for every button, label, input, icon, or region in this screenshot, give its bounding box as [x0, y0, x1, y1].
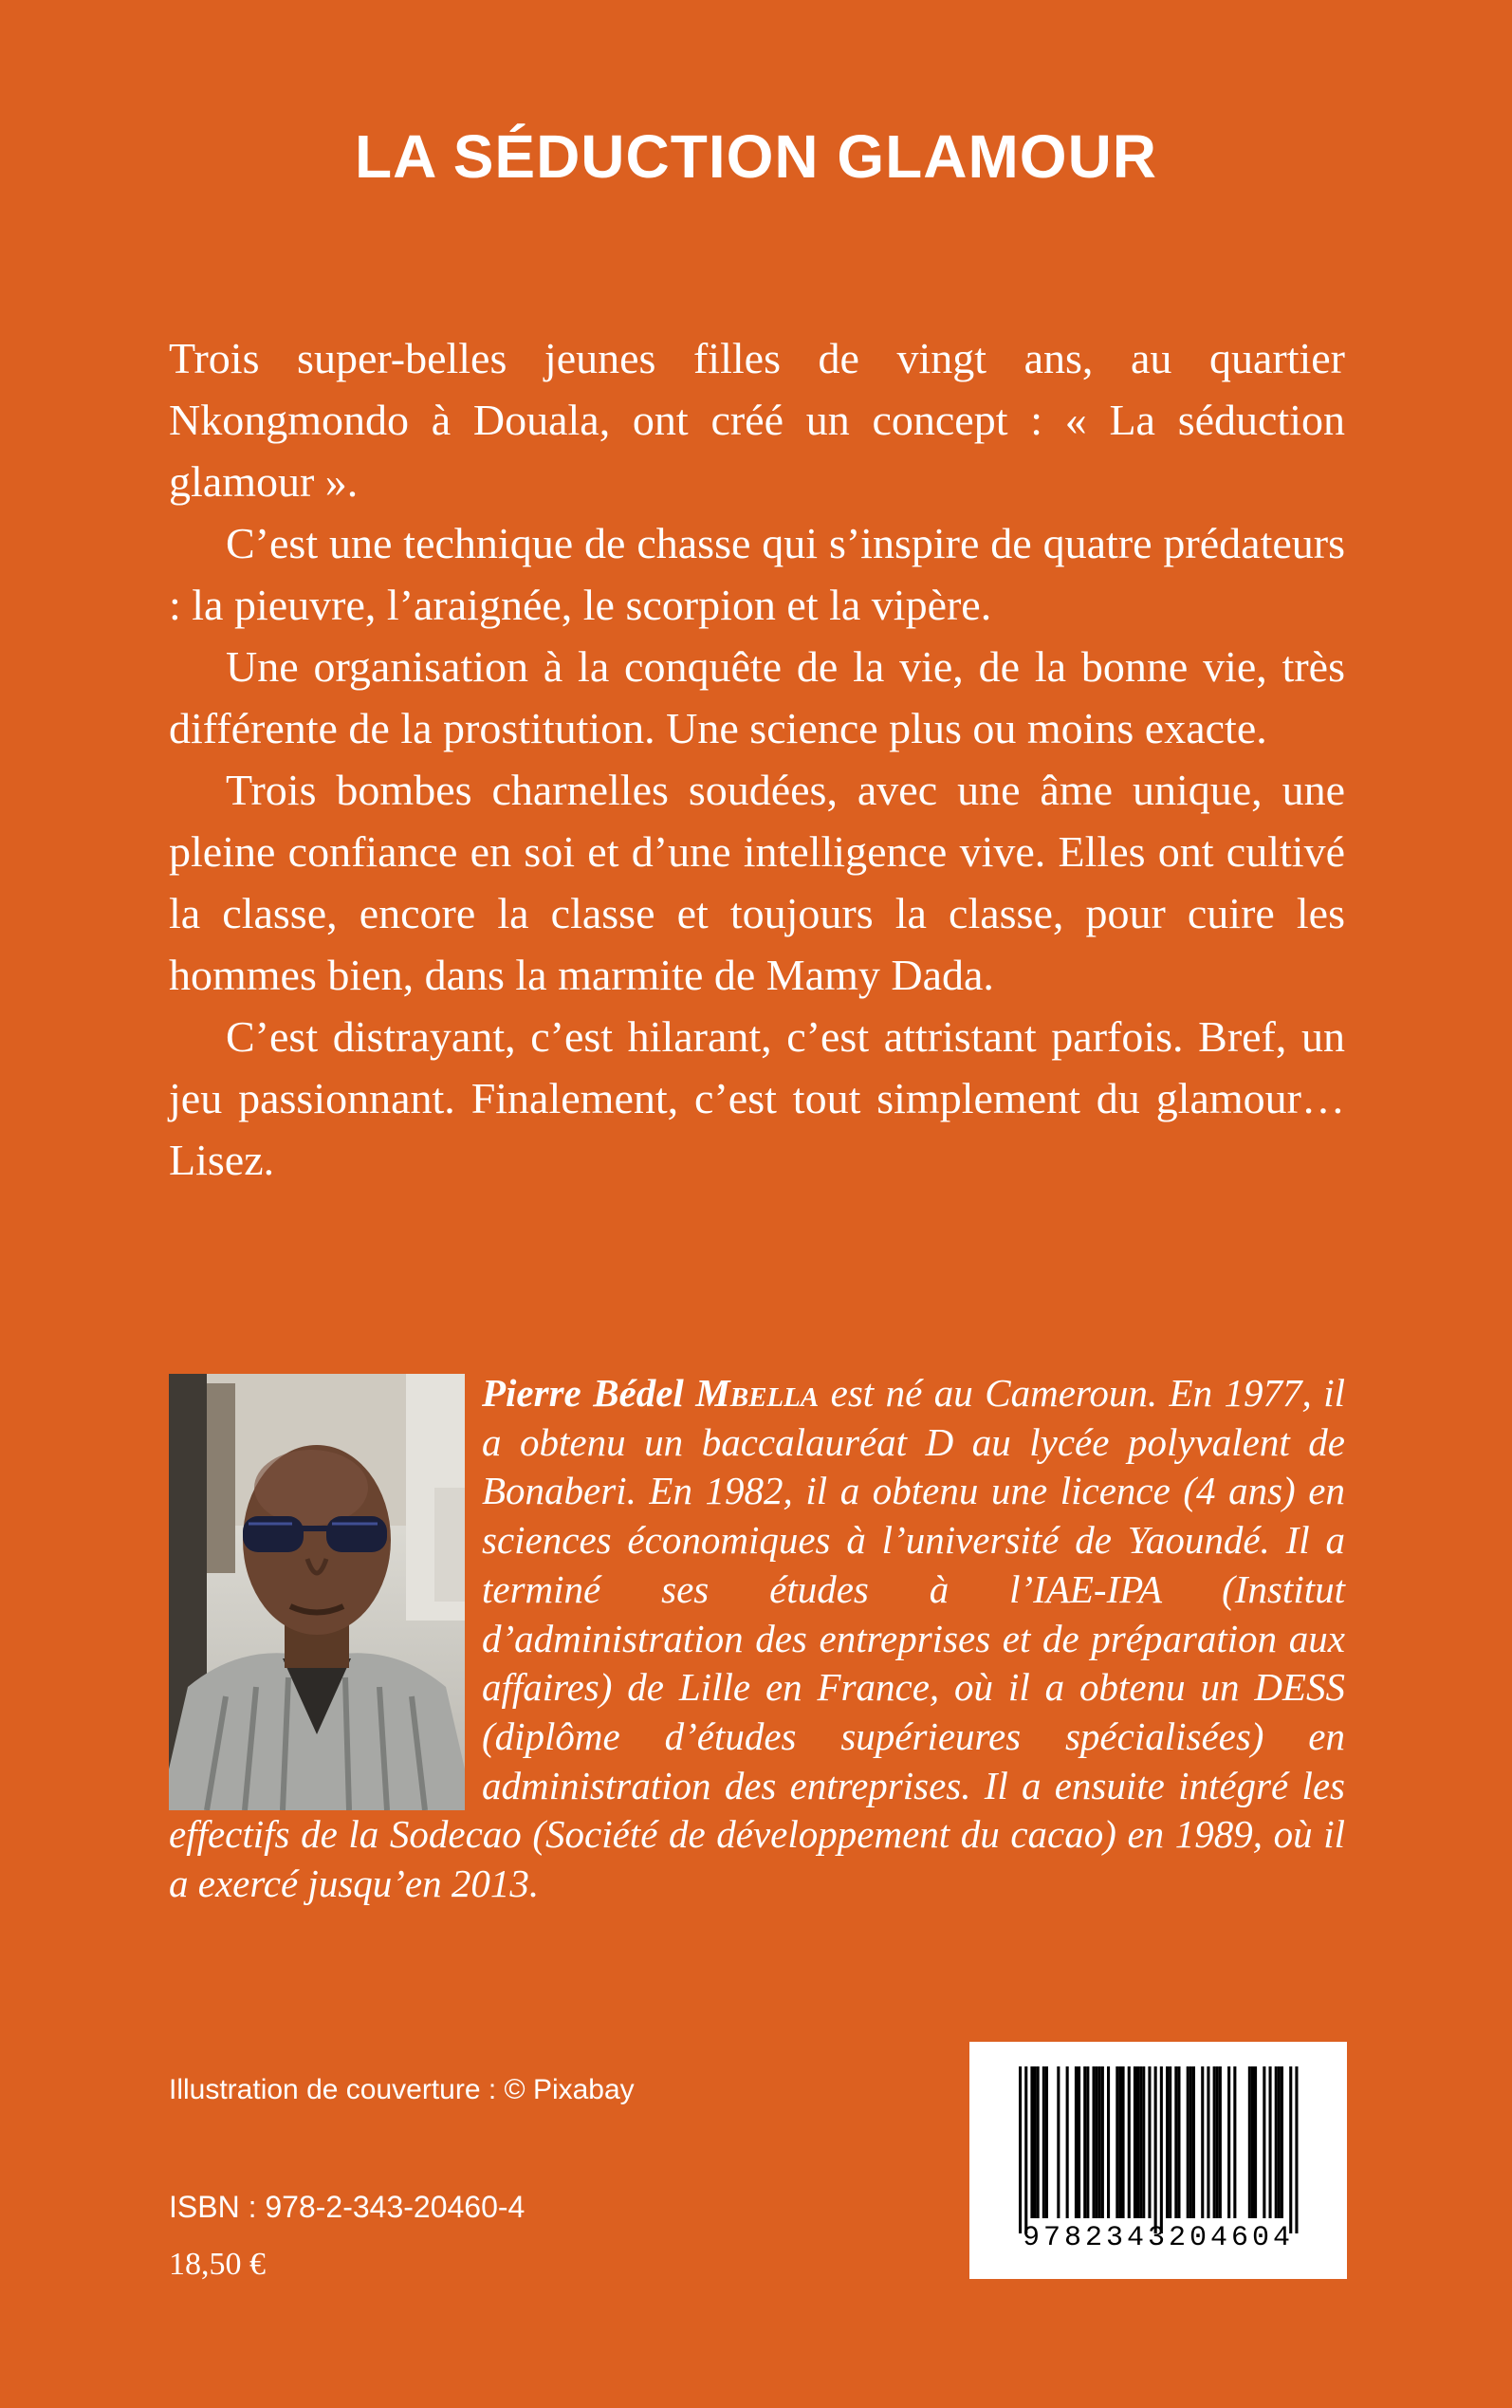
- barcode-bar: [1169, 2066, 1171, 2218]
- barcode-bar: [1101, 2066, 1104, 2218]
- barcode-bar: [1096, 2066, 1098, 2218]
- barcode-bar: [1295, 2066, 1298, 2233]
- barcode-bar: [1098, 2066, 1101, 2218]
- barcode-bar: [1213, 2066, 1216, 2218]
- photo-spacer: [169, 1369, 482, 1810]
- barcode-bar: [1187, 2066, 1189, 2218]
- barcode-bar: [1024, 2066, 1027, 2233]
- barcode-bar: [1019, 2066, 1022, 2233]
- barcode-bar: [1263, 2066, 1265, 2218]
- barcode-bar: [1107, 2066, 1110, 2218]
- barcode-bar: [1136, 2066, 1139, 2218]
- book-title: LA SÉDUCTION GLAMOUR: [354, 122, 1158, 191]
- barcode-bar: [1251, 2066, 1254, 2218]
- barcode-bar: [1269, 2066, 1272, 2218]
- barcode-bar: [1278, 2066, 1281, 2218]
- barcode-bar: [1201, 2066, 1204, 2218]
- barcode-bar: [1192, 2066, 1195, 2218]
- author-surname: Mbella: [695, 1371, 820, 1415]
- blurb-paragraph: Trois super-belles jeunes filles de vingt ans, au quartier Nkongmondo à Douala, ont créé un concept : « La séduction glamour ».: [169, 334, 1345, 506]
- barcode-bar: [1057, 2066, 1060, 2218]
- barcode-bar: [1289, 2066, 1292, 2233]
- blurb: [169, 327, 1345, 1191]
- barcode-bar: [1045, 2066, 1048, 2218]
- barcode-bar: [1030, 2066, 1033, 2218]
- barcode-bar: [1207, 2066, 1209, 2218]
- barcode-bar: [1093, 2066, 1096, 2218]
- author-bio: [169, 1369, 1345, 1909]
- barcode-bar: [1118, 2066, 1121, 2218]
- barcode-bar: [1233, 2066, 1236, 2218]
- barcode-bar: [1166, 2066, 1169, 2218]
- barcode-bar: [1154, 2066, 1157, 2233]
- barcode-bar: [1160, 2066, 1163, 2233]
- barcode-bar: [1139, 2066, 1142, 2218]
- barcode-bar: [1148, 2066, 1151, 2218]
- isbn: ISBN : 978-2-343-20460-4: [169, 2190, 526, 2224]
- author-bio-text: est né au Cameroun. En 1977, il a obtenu un baccalauréat D au lycée polyvalent de Bonaberi. En 1982, il a obtenu une licence (4 ans) en sciences économiques à l’université de Yaoundé. Il a terminé ses études à l’IAE-IPA (Institut d’administration des entreprises et de préparation aux affaires) de Lille en France, où il a obtenu un DESS (diplôme d’études supérieures spécialisées) en administration des entreprises. Il a ensuite intégré les effectifs de la Sodecao (Société de développement du cacao) en 1989, où il a exercé jusqu’en 2013.: [169, 1371, 1345, 1906]
- barcode-bar: [1128, 2066, 1131, 2218]
- barcode-bar: [1134, 2066, 1136, 2218]
- barcode-bar: [1042, 2066, 1045, 2218]
- barcode-bar: [1248, 2066, 1251, 2218]
- barcode-bar: [1086, 2066, 1089, 2218]
- barcode-digits: 9782343204604: [1022, 2222, 1295, 2254]
- illustration-credit: Illustration de couverture : © Pixabay: [169, 2074, 635, 2105]
- barcode-bar: [1275, 2066, 1278, 2218]
- barcode: [969, 2042, 1347, 2279]
- price: 18,50 €: [169, 2247, 266, 2282]
- barcode-bar: [1174, 2066, 1177, 2218]
- barcode-bar: [1281, 2066, 1283, 2218]
- barcode-bar: [1219, 2066, 1222, 2218]
- barcode-bar: [1116, 2066, 1118, 2218]
- barcode-bar: [1083, 2066, 1086, 2218]
- barcode-bar: [1034, 2066, 1037, 2218]
- author-first-names: Pierre Bédel: [482, 1371, 684, 1415]
- blurb-paragraph: C’est distrayant, c’est hilarant, c’est attristant parfois. Bref, un jeu passionnant. Finalement, c’est tout simplement du glamour… Lisez.: [169, 1012, 1345, 1184]
- barcode-bar: [1142, 2066, 1145, 2218]
- blurb-paragraph: Une organisation à la conquête de la vie, de la bonne vie, très différente de la prostitution. Une science plus ou moins exacte.: [169, 642, 1345, 752]
- barcode-bar: [1227, 2066, 1230, 2218]
- blurb-paragraph: C’est une technique de chasse qui s’inspire de quatre prédateurs : la pieuvre, l’araignée, le scorpion et la vipère.: [169, 519, 1345, 629]
- barcode-bar: [1037, 2066, 1040, 2218]
- barcode-bar: [1075, 2066, 1078, 2218]
- barcode-bar: [1122, 2066, 1125, 2218]
- barcode-bar: [1066, 2066, 1069, 2218]
- barcode-bar: [1177, 2066, 1180, 2218]
- barcode-bar: [1189, 2066, 1192, 2218]
- blurb-paragraph: Trois bombes charnelles soudées, avec une âme unique, une pleine confiance en soi et d’une intelligence vive. Elles ont cultivé la classe, encore la classe et toujours la classe, pour cuire les hommes bien, dans la marmite de Mamy Dada.: [169, 766, 1345, 999]
- barcode-bar: [1254, 2066, 1257, 2218]
- barcode-bar: [1078, 2066, 1080, 2218]
- barcode-bar: [1216, 2066, 1219, 2218]
